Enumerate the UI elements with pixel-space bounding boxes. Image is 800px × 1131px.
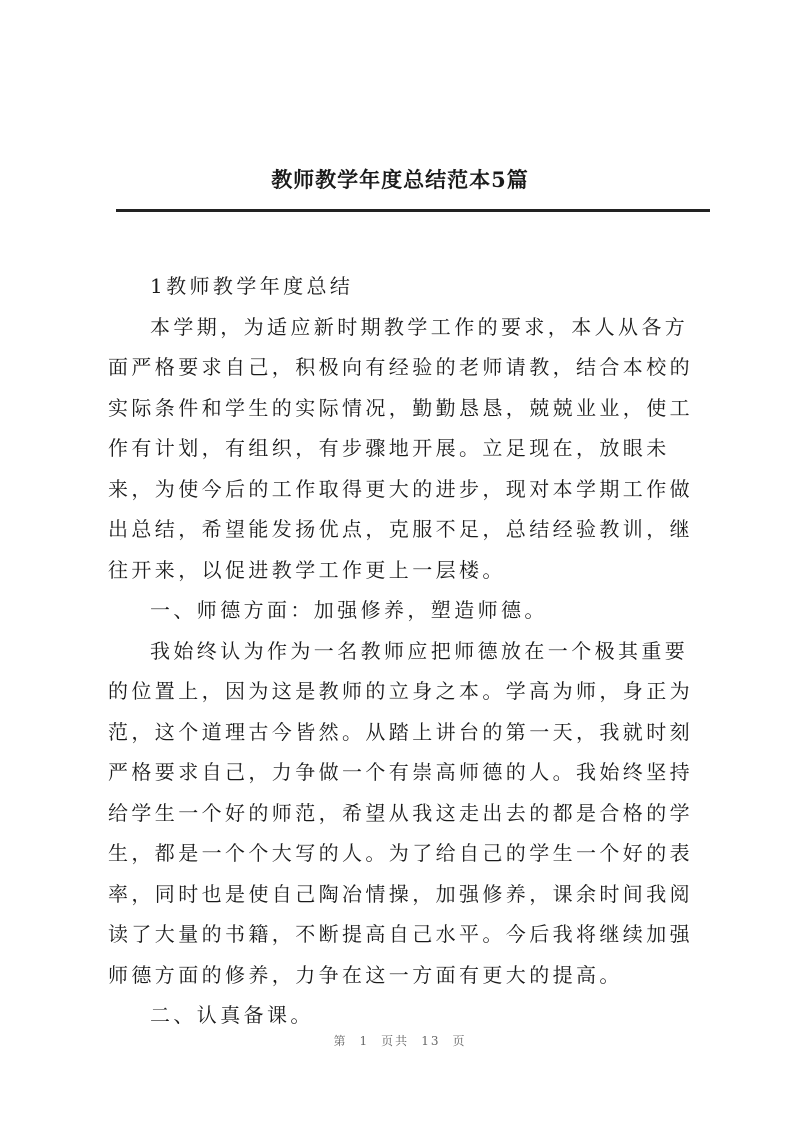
document-body bbox=[108, 266, 708, 1036]
footer-current-page: 1 bbox=[359, 1034, 370, 1048]
footer-suffix: 页 bbox=[452, 1034, 467, 1048]
section-heading: 1教师教学年度总结 bbox=[150, 274, 354, 298]
document-title: 教师教学年度总结范本5篇 bbox=[271, 167, 529, 192]
section-heading: 二、认真备课。 bbox=[150, 1003, 314, 1027]
page-footer bbox=[0, 1032, 800, 1049]
body-paragraph: 本学期，为适应新时期教学工作的要求，本人从各方面严格要求自己，积极向有经验的老师请教，结合本校的实际条件和学生的实际情况，勤勤恳恳，兢兢业业，使工作有计划，有组织，有步骤地开展。立足现在，放眼未来，为使今后的工作取得更大的进步，现对本学期工作做出总结，希望能发扬优点，克服不足，总结经验教训，继往开来，以促进教学工作更上一层楼。 bbox=[108, 314, 693, 582]
body-paragraph: 我始终认为作为一名教师应把师德放在一个极其重要的位置上，因为这是教师的立身之本。学高为师，身正为范，这个道理古今皆然。从踏上讲台的第一天，我就时刻严格要求自己，力争做一个有崇高师德的人。我始终坚持给学生一个好的师范，希望从我这走出去的都是合格的学生，都是一个个大写的人。为了给自己的学生一个好的表率，同时也是使自己陶冶情操，加强修养，课余时间我阅读了大量的书籍，不断提高自己水平。今后我将继续加强师德方面的修养，力争在这一方面有更大的提高。 bbox=[108, 638, 693, 987]
section-heading: 一、师德方面：加强修养，塑造师德。 bbox=[150, 598, 548, 622]
footer-prefix: 第 bbox=[333, 1034, 348, 1048]
title-divider bbox=[116, 209, 710, 212]
footer-total-pages: 13 bbox=[421, 1034, 441, 1048]
footer-middle: 页共 bbox=[381, 1034, 410, 1048]
